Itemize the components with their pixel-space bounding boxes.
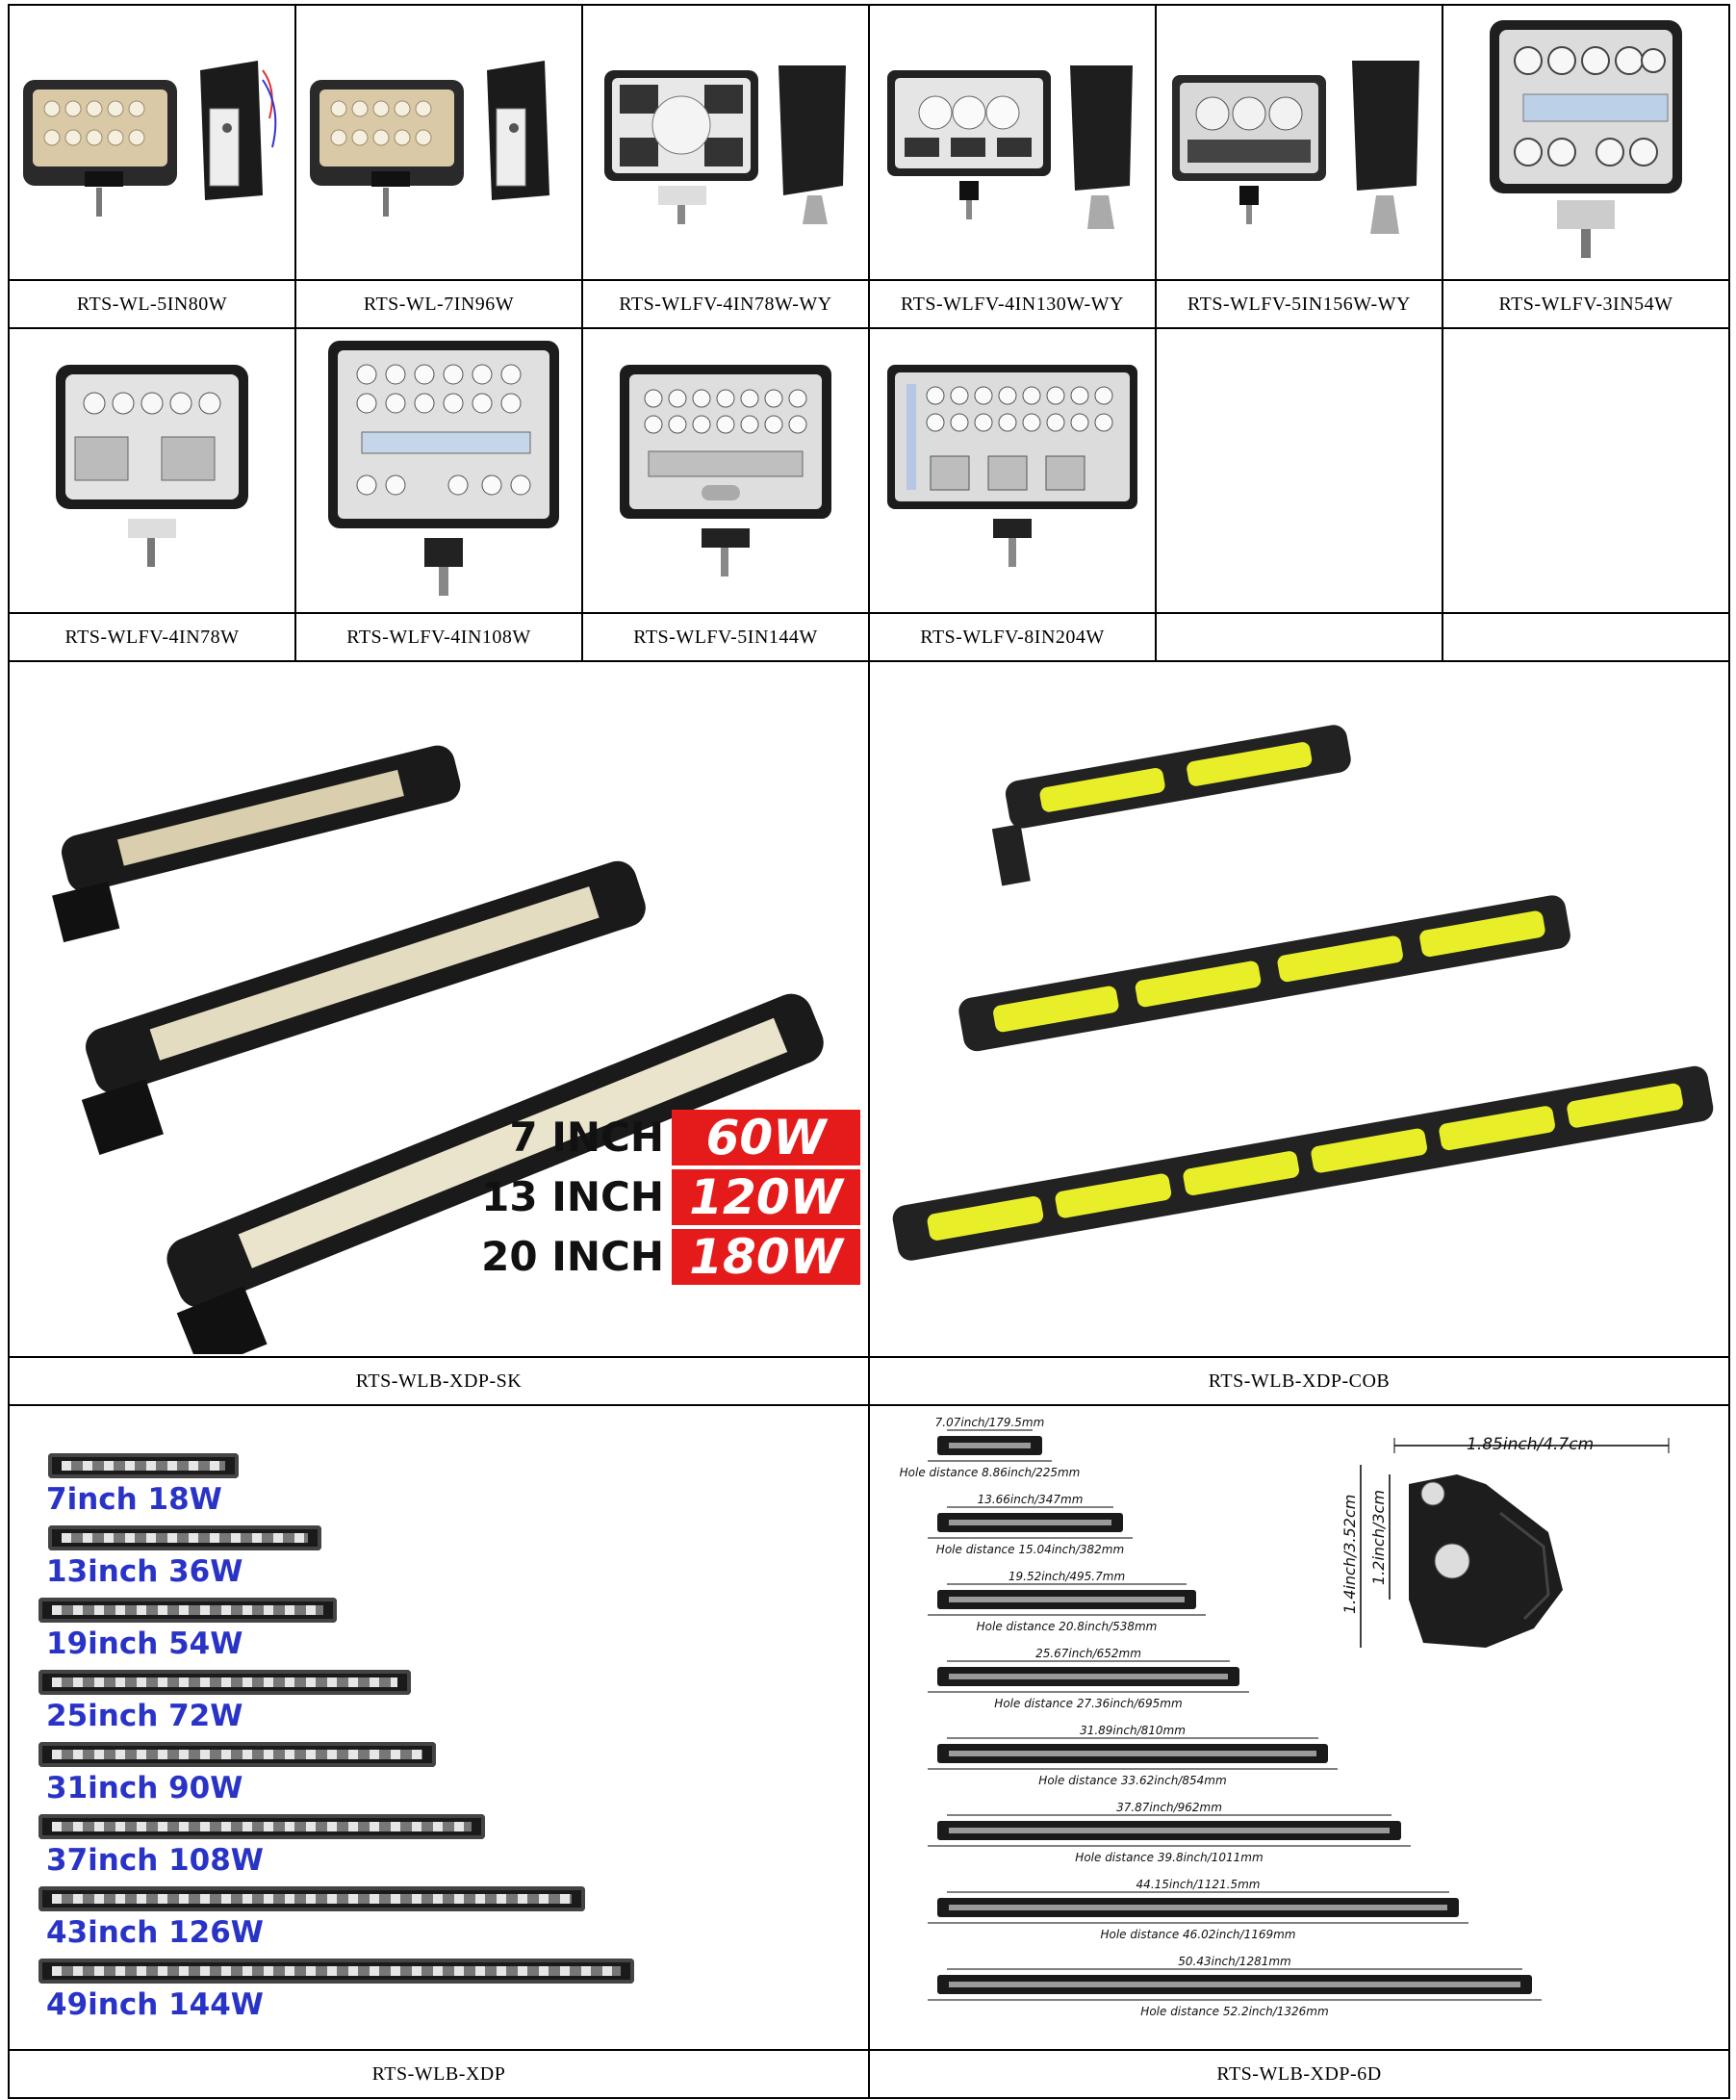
xdp-size-item	[29, 1808, 856, 1881]
xdp-led-strip	[52, 1605, 323, 1615]
product-image-wlb-xdp	[9, 1405, 869, 2050]
light-bar-led-strip	[949, 1520, 1111, 1525]
xdp-bar-image	[38, 1742, 436, 1767]
product-image-wlfv-5in144w	[582, 328, 869, 613]
hole-distance-label: Hole distance 33.62inch/854mm	[1038, 1774, 1227, 1787]
sk-watt-badge: 60W	[672, 1110, 860, 1165]
product-image-wlfv-5in156w-wy	[1156, 5, 1442, 280]
sk-spec-row	[475, 1227, 860, 1287]
xdp-size-label: 19inch 54W	[46, 1626, 243, 1661]
bracket-image	[1409, 1474, 1563, 1648]
product-image-wl-5in80w	[9, 5, 295, 280]
bracket-height-inner-label: 1.2inch/3cm	[1369, 1490, 1388, 1585]
sk-watt-badge: 180W	[672, 1229, 860, 1285]
dimension-diagram	[870, 1407, 1728, 2048]
product-image-wlfv-3in54w	[1442, 5, 1729, 280]
bar-length-label: 50.43inch/1281mm	[1178, 1955, 1291, 1968]
product-catalog-table	[8, 4, 1730, 2099]
product-label: RTS-WLFV-5IN144W	[582, 613, 869, 661]
bar-length-label: 7.07inch/179.5mm	[934, 1416, 1045, 1429]
xdp-size-item	[29, 1881, 856, 1953]
hole-distance-label: Hole distance 39.8inch/1011mm	[1075, 1851, 1264, 1864]
xdp-bar-image	[38, 1598, 337, 1623]
product-image-wlfv-4in78w-wy	[582, 5, 869, 280]
xdp-size-item	[29, 1664, 856, 1736]
light-bar-led-strip	[949, 1982, 1520, 1987]
product-label: RTS-WLFV-4IN78W	[9, 613, 295, 661]
xdp-bar-image	[38, 1814, 485, 1839]
xdp-size-item	[29, 1736, 856, 1808]
product-image-wlfv-4in130w-wy	[869, 5, 1156, 280]
xdp-size-label: 13inch 36W	[46, 1554, 243, 1589]
xdp-size-item	[29, 1953, 856, 2025]
product-label: RTS-WL-5IN80W	[9, 280, 295, 328]
xdp-led-strip	[52, 1677, 397, 1687]
light-bar-led-strip	[949, 1674, 1228, 1679]
xdp-bar-image	[38, 1959, 634, 1984]
light-bar-led-strip	[949, 1443, 1031, 1448]
product-label: RTS-WLB-XDP-6D	[869, 2050, 1729, 2098]
bracket-height-total-label: 1.4inch/3.52cm	[1340, 1494, 1359, 1614]
bar-length-label: 44.15inch/1121.5mm	[1136, 1878, 1261, 1891]
bar-length-label: 25.67inch/652mm	[1035, 1647, 1141, 1660]
xdp-size-label: 37inch 108W	[46, 1843, 264, 1878]
xdp-size-item	[29, 1520, 856, 1592]
hole-distance-label: Hole distance 52.2inch/1326mm	[1140, 2005, 1329, 2018]
xdp-size-item	[29, 1592, 856, 1664]
light-bar-led-strip	[949, 1828, 1390, 1833]
product-label: RTS-WLFV-4IN78W-WY	[582, 280, 869, 328]
sk-size: 20 INCH	[481, 1233, 664, 1280]
empty-cell	[1442, 328, 1729, 613]
xdp-led-strip	[62, 1533, 308, 1543]
xdp-led-strip	[62, 1461, 225, 1471]
bar-length-label: 31.89inch/810mm	[1080, 1724, 1186, 1737]
product-label: RTS-WL-7IN96W	[295, 280, 582, 328]
product-image-wlfv-4in78w	[9, 328, 295, 613]
hole-distance-label: Hole distance 20.8inch/538mm	[976, 1620, 1158, 1633]
sk-spec-table	[475, 1108, 860, 1287]
light-bar-led-strip	[949, 1905, 1447, 1910]
light-bar-led-strip	[949, 1751, 1316, 1756]
xdp-bar-image	[48, 1453, 239, 1478]
product-image-wlfv-8in204w	[869, 328, 1156, 613]
product-label: RTS-WLFV-4IN130W-WY	[869, 280, 1156, 328]
xdp-size-label: 31inch 90W	[46, 1771, 243, 1805]
bar-length-label: 19.52inch/495.7mm	[1008, 1570, 1126, 1583]
product-label: RTS-WLB-XDP-COB	[869, 1357, 1729, 1405]
xdp-size-label: 25inch 72W	[46, 1699, 243, 1733]
xdp-led-strip	[52, 1750, 422, 1759]
xdp-size-item	[29, 1447, 856, 1520]
xdp-size-label: 49inch 144W	[46, 1987, 264, 2022]
product-image-wl-7in96w	[295, 5, 582, 280]
product-image-wlb-xdp-cob	[869, 661, 1729, 1357]
product-image-wlb-xdp-sk	[9, 661, 869, 1357]
light-bar-led-strip	[949, 1597, 1185, 1602]
sk-size: 7 INCH	[509, 1114, 664, 1161]
hole-distance-label: Hole distance 8.86inch/225mm	[899, 1466, 1081, 1479]
xdp-led-strip	[52, 1822, 472, 1831]
xdp-led-strip	[52, 1966, 621, 1976]
sk-spec-row	[475, 1108, 860, 1167]
product-label	[1156, 613, 1442, 661]
xdp-size-label: 43inch 126W	[46, 1915, 264, 1950]
bar-length-label: 37.87inch/962mm	[1116, 1801, 1222, 1814]
product-label: RTS-WLFV-5IN156W-WY	[1156, 280, 1442, 328]
empty-cell	[1156, 328, 1442, 613]
product-image-wlfv-4in108w	[295, 328, 582, 613]
xdp-size-label: 7inch 18W	[46, 1482, 222, 1517]
product-label: RTS-WLB-XDP-SK	[9, 1357, 869, 1405]
sk-watt-badge: 120W	[672, 1169, 860, 1225]
hole-distance-label: Hole distance 15.04inch/382mm	[935, 1543, 1125, 1556]
xdp-bar-image	[48, 1525, 321, 1550]
product-label: RTS-WLFV-8IN204W	[869, 613, 1156, 661]
xdp-size-list	[29, 1447, 856, 2025]
sk-size: 13 INCH	[481, 1173, 664, 1220]
product-label: RTS-WLFV-4IN108W	[295, 613, 582, 661]
product-label: RTS-WLFV-3IN54W	[1442, 280, 1729, 328]
bracket-width-label: 1.85inch/4.7cm	[1467, 1435, 1595, 1454]
product-image-wlb-xdp-6d	[869, 1405, 1729, 2050]
hole-distance-label: Hole distance 27.36inch/695mm	[994, 1697, 1183, 1710]
bar-length-label: 13.66inch/347mm	[977, 1493, 1084, 1506]
hole-distance-label: Hole distance 46.02inch/1169mm	[1100, 1928, 1296, 1941]
product-label: RTS-WLB-XDP	[9, 2050, 869, 2098]
xdp-bar-image	[38, 1670, 411, 1695]
sk-spec-row	[475, 1167, 860, 1227]
product-label	[1442, 613, 1729, 661]
xdp-led-strip	[52, 1894, 572, 1904]
xdp-bar-image	[38, 1886, 585, 1911]
